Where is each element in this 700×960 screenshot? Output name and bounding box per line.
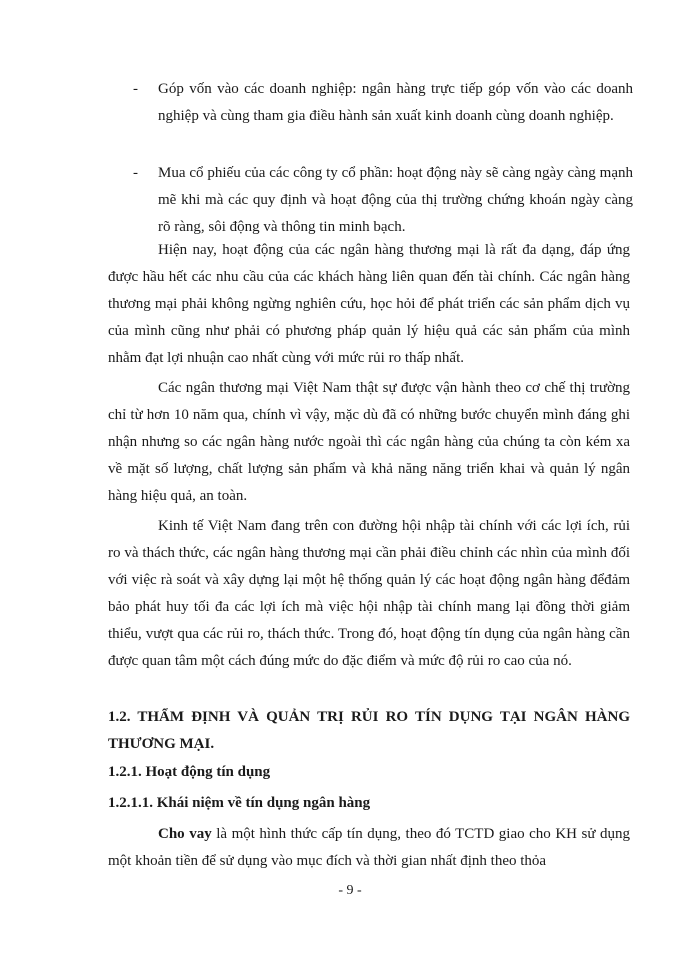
body-paragraph: Kinh tế Việt Nam đang trên con đường hội nhập tài chính với các lợi ích, rủi ro và thách thức, các ngân hàng thương mại cần phải điều chỉnh các nhìn của mình đối với việc rà soát và xây dựng lại một hệ thống quản lý các hoạt động ngân hàng đểđảm bảo phát huy tối đa các lợi ích mà việc hội nhập tài chính mang lại đồng thời giảm thiểu, vượt qua các rủi ro, thách thức. Trong đó, hoạt động tín dụng của ngân hàng cần được quan tâm một cách đúng mức do đặc điểm và mức độ rủi ro cao của nó.: [108, 518, 630, 669]
bullet-text: Mua cổ phiếu của các công ty cổ phần: hoạt động này sẽ càng ngày càng mạnh mẽ khi mà các quy định và hoạt động của thị trường chứng khoán ngày càng rõ ràng, sôi động và thông tin minh bạch.: [158, 165, 633, 235]
subsubsection-heading: 1.2.1.1. Khái niệm về tín dụng ngân hàng: [108, 795, 371, 811]
body-paragraph: Hiện nay, hoạt động của các ngân hàng thương mại là rất đa dạng, đáp ứng được hầu hết các nhu cầu của các khách hàng liên quan đến tài chính. Các ngân hàng thương mại phải không ngừng nghiên cứu, học hỏi để phát triển các sản phẩm dịch vụ của mình cũng như phải có phương pháp quản lý hiệu quả các sản phẩm của mình nhằm đạt lợi nhuận cao nhất cùng với mức rủi ro thấp nhất.: [108, 242, 630, 366]
body-paragraph-lead: [108, 821, 630, 875]
bullet-text: Góp vốn vào các doanh nghiệp: ngân hàng trực tiếp góp vốn vào các doanh nghiệp và cùng tham gia điều hành sản xuất kinh doanh cùng doanh nghiệp.: [158, 81, 633, 124]
paragraph-text: là một hình thức cấp tín dụng, theo đó TCTD giao cho KH sử dụng một khoản tiền để sử dụng vào mục đích và thời gian nhất định theo thỏa: [108, 826, 630, 869]
page-number: - 9 -: [338, 883, 362, 898]
bullet-dash: -: [133, 81, 138, 97]
section-heading: 1.2. THẨM ĐỊNH VÀ QUẢN TRỊ RỦI RO TÍN DỤNG TẠI NGÂN HÀNG THƯƠNG MẠI.: [108, 709, 630, 752]
bold-term: Cho vay: [158, 826, 212, 842]
bullet-dash: -: [133, 165, 138, 181]
body-paragraph: Các ngân thương mại Việt Nam thật sự được vận hành theo cơ chế thị trường chỉ từ hơn 10 năm qua, chính vì vậy, mặc dù đã có những bước chuyển mình đáng ghi nhận nhưng so các ngân hàng nước ngoài thì các ngân hàng của chúng ta còn kém xa về mặt số lượng, chất lượng sản phẩm và khả năng năng triển khai và quản lý ngân hàng hiệu quả, an toàn.: [108, 380, 630, 504]
subsection-heading: 1.2.1. Hoạt động tín dụng: [108, 764, 271, 780]
